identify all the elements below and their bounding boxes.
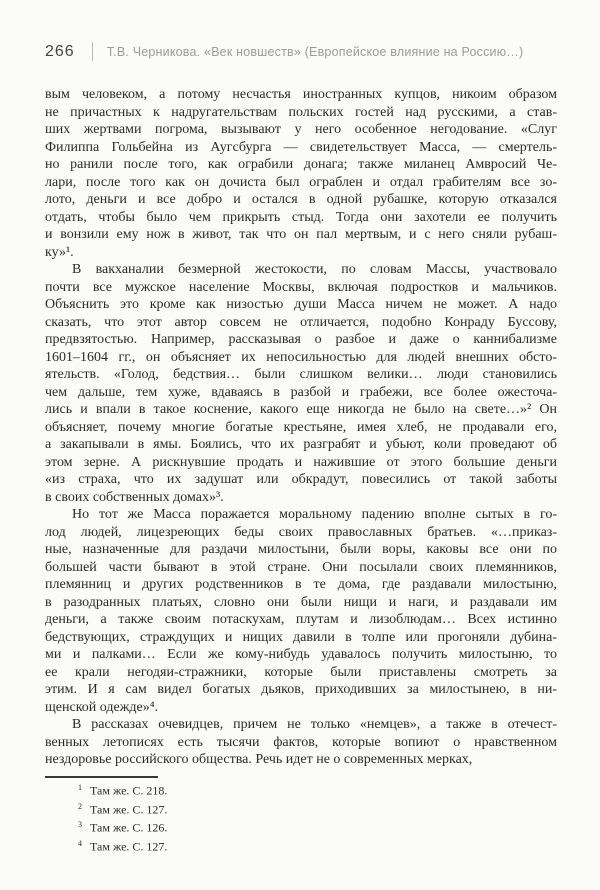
footnote-text: Там же. С. 218.: [90, 783, 168, 798]
footnote-text: Там же. С. 127.: [90, 801, 168, 816]
text-line: сказать, что этот автор совсем не отличается, подобно Конраду Буссову,: [45, 314, 557, 330]
footnote: [45, 799, 557, 818]
text-line: предвзятостью. Например, рассказывая о разбое и даже о каннибализме: [45, 332, 557, 347]
text-line: В рассказах очевидцев, причем не только «немцев», а также в отечест-: [72, 717, 557, 732]
page-number: 266: [45, 42, 75, 60]
text-line: и вонзили ему нож в живот, так что он пал мертвым, и с него сняли рубаш-: [45, 227, 557, 242]
text-line: этим. И я сам видел богатых дьяков, приходивших за милостынею, в ни-: [45, 682, 557, 697]
header-divider: [92, 42, 93, 61]
text-line: щенской одежде»⁴.: [45, 699, 159, 715]
footnote-marker: 1: [78, 783, 82, 792]
footnote-marker: 4: [78, 838, 82, 848]
text-line: лод людей, лицезреющих беды своих православных братьев. «…приказ-: [45, 524, 557, 540]
running-title: Т.В. Черникова. «Век новшеств» (Европейское влияние на Россию…): [106, 44, 524, 59]
body-text: [45, 86, 557, 769]
text-line: племянниц и других родственников в те дома, где раздавали милостыню,: [45, 577, 557, 592]
footnote-block: [45, 780, 557, 854]
footnote-separator: [45, 776, 158, 778]
text-line: ее крали негодяи-стражники, которые были приставлены смотреть за: [45, 664, 557, 680]
footnote-text: Там же. С. 127.: [90, 839, 168, 854]
text-line: венных летописях есть тысячи фактов, которые вопиют о нравственном: [45, 734, 557, 750]
footnote: [45, 817, 557, 836]
text-line: ные, назначенные для раздачи милостыни, были воры, каковы все они по: [45, 542, 557, 557]
text-line: 1601–1604 гг., он объясняет их непосильностью для людей внешних обсто-: [45, 349, 557, 365]
paragraph: [45, 506, 557, 716]
paragraph: [45, 86, 557, 261]
text-line: ятельств. «Голод, бедствия… были слишком велики… люди становились: [45, 367, 557, 382]
text-line: ших жертвами погрома, вызывают у него особенное негодование. «Слуг: [45, 122, 557, 137]
text-line: Филиппа Гольбейна из Аугсбурга — свидетельствует Масса, — смертель-: [45, 139, 557, 155]
footnote-marker: 3: [78, 820, 82, 830]
paragraph: [45, 716, 557, 769]
text-line: но ранили после того, как ограбили донага; также миланец Амвросий Че-: [45, 157, 557, 172]
text-line: большей части бывают в этой стране. Они посылали своих племянников,: [45, 559, 557, 575]
text-line: деньги, а также своим потаскухам, плутам и лизоблюдам… Всех истинно: [45, 612, 557, 627]
text-line: отдать, чтобы было чем прикрыть стыд. Тогда они захотели ее получить: [45, 209, 557, 225]
text-line: ми и палками… Если же кому-нибудь удавалось получить милостыню, то: [45, 647, 557, 662]
running-header: [45, 42, 557, 61]
text-line: бедствующих, страждущих и нищих давили в толпе или прогоняли дубина-: [45, 629, 557, 645]
text-line: нездоровье российского общества. Речь идет не о современных мерках,: [45, 752, 473, 767]
text-line: в разодранных платьях, словно они были нищи и наги, и раздавали им: [45, 594, 557, 610]
text-line: В вакханалии безмерной жестокости, по словам Массы, участвовало: [72, 262, 557, 277]
text-line: лари, после того как он дочиста был ограблен и отдал грабителям все зо-: [45, 174, 557, 190]
text-line: в своих собственных домах»³.: [45, 489, 224, 505]
text-line: лото, деньги и все добро и остался в одной рубашке, которую отказался: [45, 192, 557, 207]
text-line: а закапывали в ямы. Боялись, что их разграбят и убьют, коли проведают об: [45, 437, 557, 452]
footnote-marker: 2: [78, 801, 82, 811]
text-line: объясняет, почему многие богатые крестьяне, имея хлеб, не продавали его,: [45, 419, 557, 435]
text-line: Но тот же Масса поражается моральному падению вполне сытых в го-: [72, 507, 557, 522]
text-line: лись и впали в такое коснение, какого еще никогда не было на свете…»² Он: [45, 402, 557, 417]
footnote: [45, 836, 557, 855]
paragraph: [45, 261, 557, 506]
text-line: вым человеком, а потому несчастья иностранных купцов, никоим образом: [45, 87, 557, 102]
text-line: этом зерне. А рискнувшие продать и нажившие от этого большие деньги: [45, 454, 557, 470]
text-line: чем дальше, тем хуже, вдаваясь в разбой и грабежи, все более ожесточа-: [45, 384, 557, 400]
text-line: не причастных к надругательствам польских гостей над русскими, а став-: [45, 104, 557, 120]
footnote: [45, 780, 557, 799]
footnote-text: Там же. С. 126.: [90, 820, 168, 835]
text-line: почти все мужское население Москвы, включая подростков и мальчиков.: [45, 279, 557, 295]
text-line: «из страха, что их задушат или обкрадут, повесились от такой заботы: [45, 472, 557, 487]
text-line: Объяснить это кроме как низостью души Масса ничем не может. А надо: [45, 297, 557, 312]
text-line: ку»¹.: [45, 244, 74, 260]
